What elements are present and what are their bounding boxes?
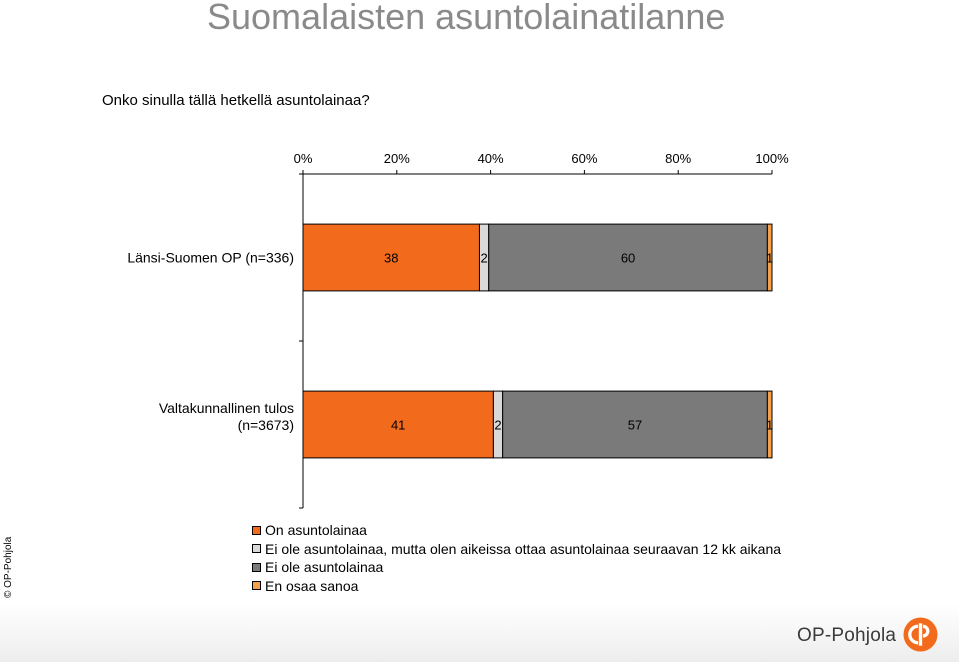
category-label: Valtakunnallinen tulos bbox=[158, 400, 294, 416]
copyright-text: © OP-Pohjola bbox=[3, 536, 14, 598]
x-tick-label: 0% bbox=[293, 151, 313, 166]
op-logo-icon bbox=[903, 617, 938, 652]
legend-swatch bbox=[252, 563, 261, 572]
legend-item bbox=[252, 558, 781, 577]
x-tick-label: 80% bbox=[665, 151, 692, 166]
legend-label: On asuntolainaa bbox=[265, 522, 367, 538]
x-tick-label: 40% bbox=[477, 151, 504, 166]
x-tick-label: 20% bbox=[383, 151, 410, 166]
page-title: Suomalaisten asuntolainatilanne bbox=[207, 0, 726, 37]
legend-swatch bbox=[252, 526, 261, 535]
data-label: 38 bbox=[383, 250, 399, 266]
legend-label: Ei ole asuntolainaa bbox=[265, 559, 384, 575]
x-tick-label: 60% bbox=[571, 151, 598, 166]
data-label: 60 bbox=[620, 250, 636, 266]
brand-name: OP-Pohjola bbox=[797, 625, 897, 646]
chart-legend bbox=[252, 521, 781, 595]
category-label: Länsi-Suomen OP (n=336) bbox=[127, 249, 294, 266]
question-text: Onko sinulla tällä hetkellä asuntolainaa? bbox=[102, 92, 370, 109]
data-label: 41 bbox=[390, 417, 406, 433]
legend-swatch bbox=[252, 544, 261, 553]
category-label: (n=3673) bbox=[237, 417, 294, 433]
data-label: 57 bbox=[627, 417, 643, 433]
data-label: 1 bbox=[766, 417, 774, 433]
legend-item bbox=[252, 577, 781, 596]
data-label: 2 bbox=[494, 417, 502, 433]
legend-item bbox=[252, 521, 781, 540]
legend-item bbox=[252, 540, 781, 559]
data-label: 2 bbox=[480, 250, 488, 266]
x-tick-label: 100% bbox=[755, 151, 789, 166]
legend-swatch bbox=[252, 581, 261, 590]
legend-label: En osaa sanoa bbox=[265, 577, 359, 594]
legend-label: Ei ole asuntolainaa, mutta olen aikeissa ottaa asuntolainaa seuraavan 12 kk aikana bbox=[265, 540, 782, 557]
data-label: 1 bbox=[766, 250, 774, 266]
